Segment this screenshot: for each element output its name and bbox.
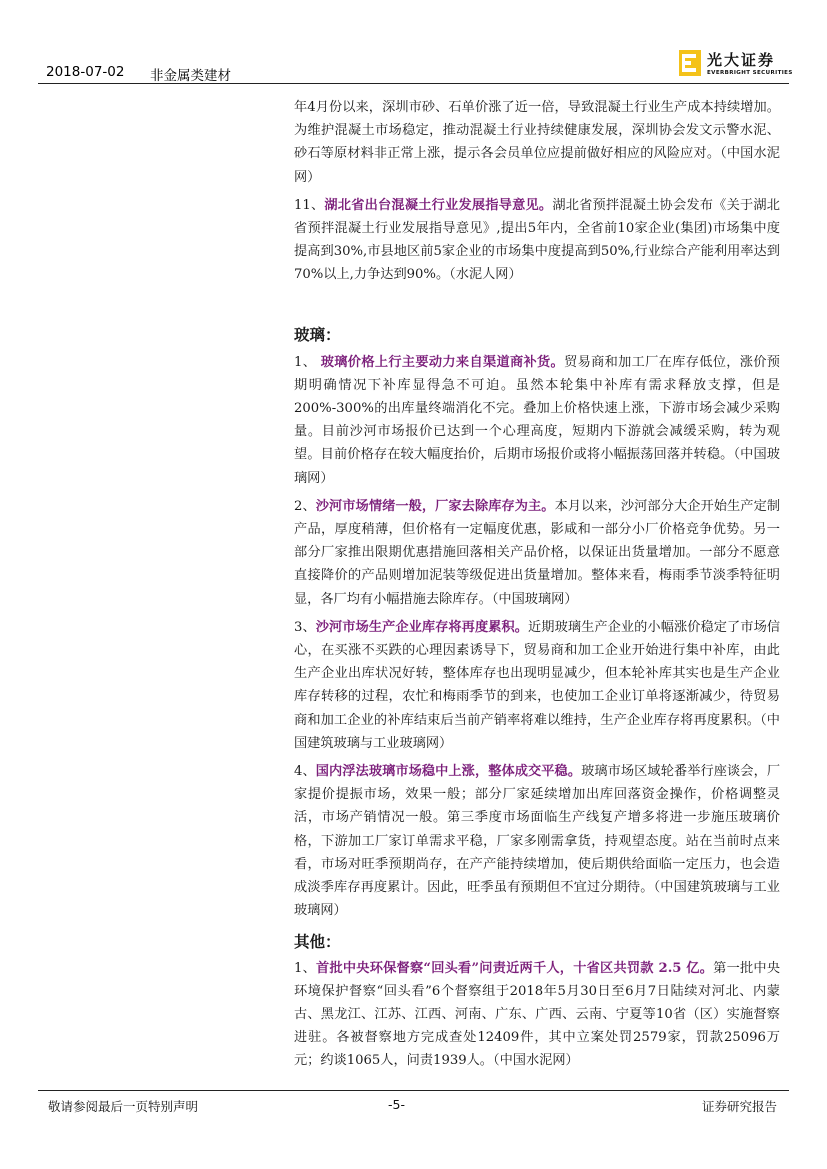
section-title-glass: 玻璃： — [294, 324, 341, 344]
item-headline: 玻璃价格上行主要动力来自渠道商补货。 — [320, 354, 565, 370]
item-text: 近期玻璃生产企业的小幅涨价稳定了市场信心，在买涨不买跌的心理因素诱导下，贸易商和加工企业开始进行集中补库，由此生产企业出库状况好转，整体库存也出现明显减少，但本轮补库其实也是生产企业库存转移的过程，农忙和梅雨季节的到来，也使加工企业订单将逐渐减少，待贸易商和加工企业的补库结束后当前产销率将难以维持，生产企业库存将再度累积。（中国建筑玻璃与工业玻璃网） — [294, 619, 781, 751]
company-logo — [679, 48, 799, 82]
item-headline: 首批中央环保督察“回头看”问责近两千人，十省区共罚款 2.5 亿。 — [316, 960, 714, 976]
paragraph-text: 年4月份以来，深圳市砂、石单价涨了近一倍，导致混凝土行业生产成本持续增加。为维护混凝土市场稳定，推动混凝土行业持续健康发展，深圳协会发文示警水泥、砂石等原材料非正常上涨，提示各会员单位应提前做好相应的风险应对。（中国水泥网） — [294, 100, 780, 185]
item-headline: 湖北省出台混凝土行业发展指导意见。 — [324, 197, 553, 213]
section-title-other: 其他： — [294, 931, 341, 951]
item-headline: 沙河市场情绪一般，厂家去除库存为主。 — [315, 498, 555, 514]
other-item-1 — [294, 957, 780, 1073]
page-header — [38, 48, 793, 84]
glass-item-1 — [294, 351, 780, 490]
section-spacer — [294, 292, 780, 323]
item-number: 3、 — [294, 619, 316, 635]
glass-item-3 — [294, 616, 780, 755]
news-item-11 — [294, 194, 780, 287]
logo-english-name: EVERBRIGHT SECURITIES — [707, 70, 793, 76]
header-rule — [38, 83, 789, 84]
item-text: 玻璃市场区域轮番举行座谈会，厂家提价提振市场，效果一般；部分厂家延续增加出库回落资金操作，价格调整灵活，市场产销情况一般。第三季度市场面临生产线复产增多将进一步施压玻璃价格，下游加工厂家订单需求平稳，厂家多刚需拿货，持观望态度。站在当前时点来看，市场对旺季预期尚存，在产产能持续增加，使后期供给面临一定压力，也会造成淡季库存再度累计。因此，旺季虽有预期但不宜过分期待。（中国建筑玻璃与工业玻璃网） — [294, 764, 781, 919]
item-number: 4、 — [294, 764, 316, 780]
continued-paragraph — [294, 96, 780, 189]
report-date: 2018-07-02 — [46, 64, 125, 80]
report-type: 证券研究报告 — [701, 1099, 777, 1114]
item-text: 湖北省预拌混凝土协会发布《关于湖北省预拌混凝土行业发展指导意见》,提出5年内，全省前10家企业(集团)市场集中度提高到30%,市县地区前5家企业的市场集中度提高到50%,行业综合产能利用率达到70%以上,力争达到90%。（水泥人网） — [294, 197, 780, 283]
page-number: -5- — [388, 1097, 405, 1112]
footer-rule — [38, 1090, 789, 1091]
item-number: 1、 — [294, 354, 321, 370]
disclaimer-note: 敬请参阅最后一页特别声明 — [48, 1099, 199, 1114]
item-text: 贸易商和加工厂在库存低位，涨价预期明确情况下补库显得急不可迫。虽然本轮集中补库有需求释放支撑，但是200%-300%的出库量终端消化不完。叠加上价格快速上涨，下游市场会减少采购量。目前沙河市场报价已达到一个心理高度，短期内下游就会减缓采购，转为观望。目前价格存在较大幅度抬价，后期市场报价或将小幅振荡回落并转稳。（中国玻璃网） — [294, 354, 780, 486]
glass-item-4 — [294, 760, 780, 922]
glass-item-2 — [294, 495, 780, 611]
item-headline: 国内浮法玻璃市场稳中上涨，整体成交平稳。 — [315, 764, 582, 780]
report-body — [294, 96, 780, 1078]
logo-mark-icon — [679, 50, 701, 76]
item-text: 本月以来，沙河部分大企开始生产定制产品，厚度稍薄，但价格有一定幅度优惠，影咸和一部分小厂价格竞争优势。另一部分厂家推出限期优惠措施回落相关产品价格，以保证出货量增加。一部分不愿意直接降价的产品则增加泥装等级促进出货量增加。整体来看，梅雨季节淡季特征明显，各厂均有小幅措施去除库存。（中国玻璃网） — [294, 498, 781, 607]
industry-label: 非金属类建材 — [150, 68, 231, 84]
item-headline: 沙河市场生产企业库存将再度累积。 — [315, 619, 529, 635]
item-text: 第一批中央环境保护督察“回头看”6个督察组于2018年5月30日至6月7日陆续对河北、内蒙古、黑龙江、江苏、江西、河南、广东、广西、云南、宁夏等10省（区）实施督察进驻。各被督察地方完成查处12409件，其中立案处罚2579家，罚款25096万元；约谈1065人，问责1939人。（中国水泥网） — [294, 960, 781, 1069]
item-number: 1、 — [294, 960, 317, 976]
item-number: 2、 — [294, 498, 316, 514]
item-number: 11、 — [294, 197, 325, 213]
logo-chinese-name: 光大证券 — [707, 51, 776, 69]
